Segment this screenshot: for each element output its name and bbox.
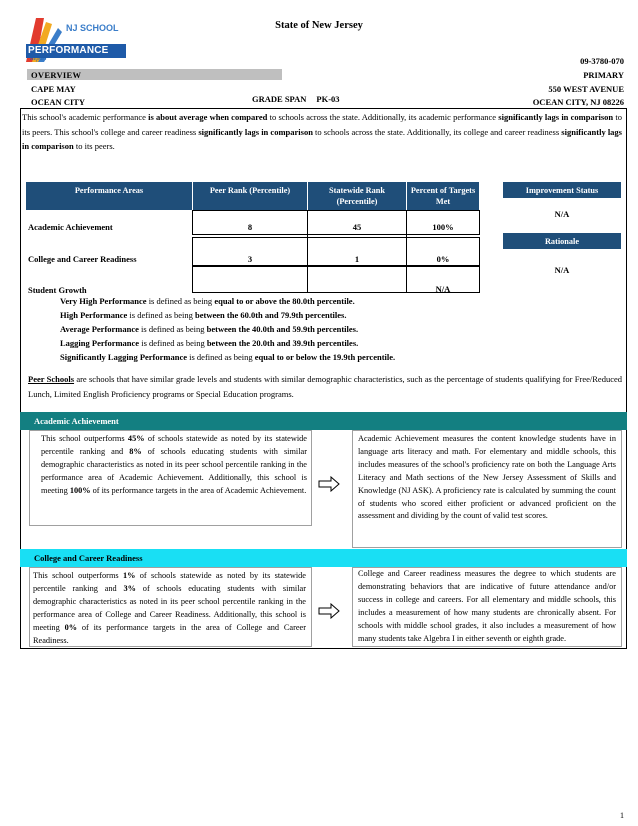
logo-line2: PERFORMANCE xyxy=(28,45,109,56)
college-measure-text: College and Career readiness measures the degree to which students are demonstrating behaviors that are indicative of future attendance and/or success in college and careers. For all elementary and middle schools, this includes a measurement of how many students are chronically absent. For schools with middle school grades, it also includes a measurement of how many students take Algebra I in either seventh or eighth grade. xyxy=(358,569,616,643)
row-peer-college: 3 xyxy=(247,254,253,264)
county-name: CAPE MAY xyxy=(31,84,76,94)
row-targets-academic: 100% xyxy=(432,222,454,232)
definition-high: High Performance is defined as being between the 60.0th and 79.9th percentiles. xyxy=(60,310,347,320)
row-statewide-college: 1 xyxy=(354,254,360,264)
academic-outperforms-text: This school outperforms 45% of schools statewide as noted by its statewide percentile ranking and 8% of schools educating students with similar demographic characteristics as noted in its peer school percentile ranking in the performance area of Academic Achievement. Additionally, this school is meeting 100% of its performance targets in the area of Academic Achievement. xyxy=(41,434,307,495)
grade-span-label: GRADE SPAN xyxy=(252,94,307,104)
academic-measure-text: Academic Achievement measures the content knowledge students have in language arts literacy and math. For elementary and middle schools, this includes measures of the school's proficiency rate on both the Language Arts Literacy and Math sections of the New Jersey Assessment of Skills and Knowledge (NJ ASK). A proficiency rate is calculated by summing the count of students who scored either proficient or advanced proficient on the assessment and dividing by the count of valid test scores. xyxy=(358,434,616,521)
grade-span-value: PK-03 xyxy=(316,94,340,104)
college-outperforms-text: This school outperforms 1% of schools statewide as noted by its statewide percentile ranking and 3% of schools educating students with similar demographic characteristics as noted in its peer school percentile ranking in the performance area of College and Career Readiness. Additionally, this school is meeting 0% of its performance targets in the area of College and Career Readiness. xyxy=(33,571,306,645)
college-section-header: College and Career Readiness xyxy=(20,549,627,567)
row-area-academic: Academic Achievement xyxy=(28,222,113,232)
state-title: State of New Jersey xyxy=(275,20,363,31)
arrow-right-icon xyxy=(318,476,340,492)
page-number: 1 xyxy=(620,811,624,820)
definition-lagging: Lagging Performance is defined as being between the 20.0th and 39.9th percentiles. xyxy=(60,338,359,348)
school-code: 09-3780-070 xyxy=(580,56,624,66)
logo-line1: NJ SCHOOL xyxy=(66,23,119,33)
improvement-status-value: N/A xyxy=(554,209,570,219)
header-percent-targets: Percent of Targets Met xyxy=(407,182,479,210)
school-name: PRIMARY xyxy=(583,70,624,80)
address-street: 550 WEST AVENUE xyxy=(548,84,624,94)
arrow-right-icon xyxy=(318,603,340,619)
peer-schools-definition: Peer Schools are schools that have similar grade levels and students with similar demographic characteristics, such as the percentage of students qualifying for Free/Reduced Lunch, Limited English Proficiency programs or Special Education programs. xyxy=(28,374,623,399)
row-area-college: College and Career Readiness xyxy=(28,254,137,264)
grade-span xyxy=(252,94,340,104)
row-targets-college: 0% xyxy=(436,254,450,264)
rationale-value: N/A xyxy=(554,265,570,275)
header-performance-areas: Performance Areas xyxy=(26,182,192,210)
logo-line3: Report xyxy=(30,56,47,62)
address-city: OCEAN CITY, NJ 08226 xyxy=(532,97,624,107)
district-name: OCEAN CITY xyxy=(31,97,86,107)
performance-summary: This school's academic performance is about average when compared to schools across the state. Additionally, its academic performance significantly lags in comparison to its peers. This school's college and career readiness significantly lags in comparison to schools across the state. Additionally, its college and career readiness significantly lags in comparison to its peers. xyxy=(22,112,623,151)
row-targets-growth: N/A xyxy=(435,284,451,294)
overview-label: OVERVIEW xyxy=(31,70,82,80)
header-improvement-status: Improvement Status xyxy=(503,182,621,198)
header-statewide-rank: Statewide Rank (Percentile) xyxy=(308,182,406,210)
row-peer-academic: 8 xyxy=(247,222,253,232)
row-area-growth: Student Growth xyxy=(28,285,87,295)
row-statewide-academic: 45 xyxy=(352,222,362,232)
definition-average: Average Performance is defined as being between the 40.0th and 59.9th percentiles. xyxy=(60,324,359,334)
definition-significantly-lagging: Significantly Lagging Performance is defined as being equal to or below the 19.9th percentile. xyxy=(60,352,396,362)
header-peer-rank: Peer Rank (Percentile) xyxy=(193,182,307,210)
header-rationale: Rationale xyxy=(503,233,621,249)
academic-section-header: Academic Achievement xyxy=(20,412,627,430)
definition-very-high: Very High Performance is defined as being equal to or above the 80.0th percentile. xyxy=(60,296,355,306)
